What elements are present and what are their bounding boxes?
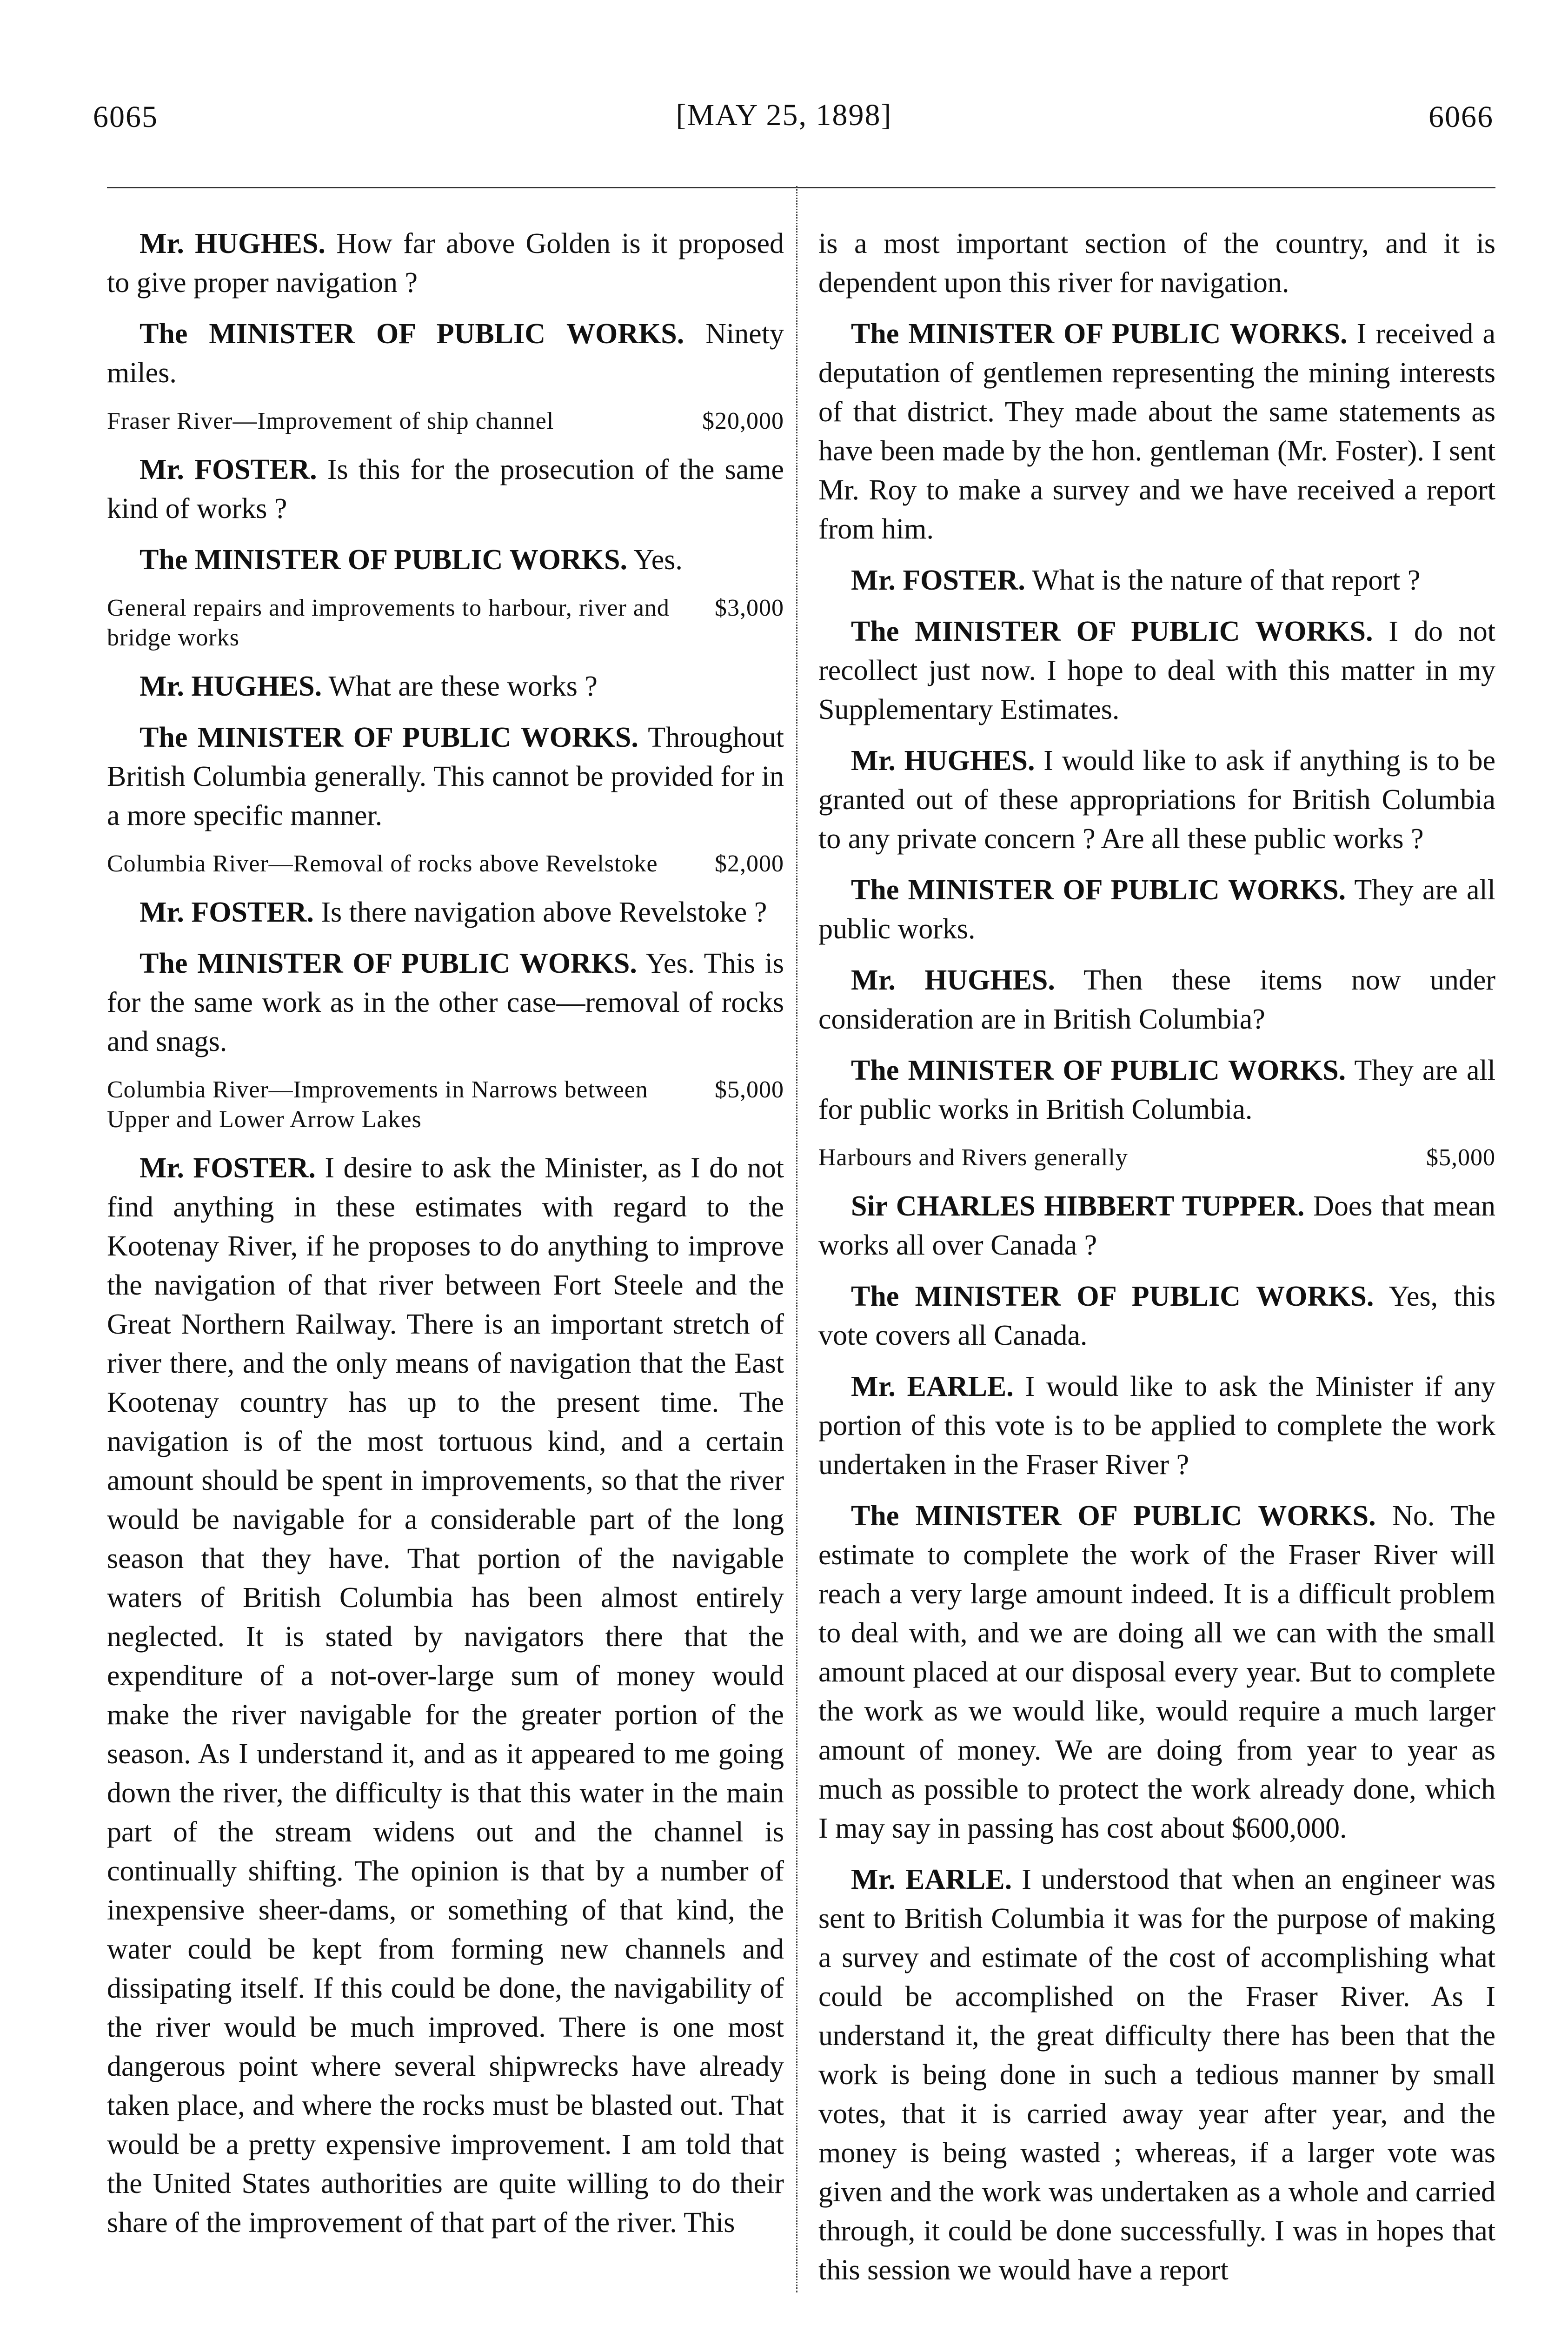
speech-text: Yes. [633,544,683,576]
speech-text: They are all for public works in British Columbia. [818,1055,1496,1125]
speech-paragraph [818,961,1495,1039]
estimate-item-description: General repairs and improvements to harbour, river and bridge works [107,595,670,651]
speech-paragraph [107,718,784,835]
speaker-name: Mr. HUGHES. [851,964,1055,996]
estimate-item-line [107,1075,784,1135]
estimate-item [107,849,784,879]
estimate-item [107,593,784,653]
speech-text: What is the nature of that report ? [1032,565,1421,596]
speech-text: I understood that when an engineer was sent to British Columbia it was for the purpose of making a survey and estimate of the cost of accomplishing what could be accomplished on the Fraser River. As I understand it, the great difficulty there has been that the work is being done in such a tedious manner by small votes, that it is carried away year after year, and the money is being wasted ; whereas, if a larger vote was given and the work was undertaken as a whole and carried through, it could be done successfully. I was in hopes that this session we would have a report [818,1864,1495,2286]
speech-paragraph [818,1496,1495,1848]
speaker-name: Sir CHARLES HIBBERT TUPPER. [851,1190,1305,1222]
estimate-item [107,406,784,436]
speech-text: is a most important section of the country, and it is dependent upon this river for navigation. [818,228,1495,299]
speech-paragraph [818,1367,1495,1484]
speaker-name: Mr. HUGHES. [140,228,326,259]
speech-text: Yes. This is for the same work as in the other case—removal of rocks and snags. [107,948,784,1057]
speaker-name: The MINISTER OF PUBLIC WORKS. [851,1281,1374,1312]
speaker-name: The MINISTER OF PUBLIC WORKS. [851,318,1348,350]
speech-paragraph [107,893,784,932]
estimate-item-description: Columbia River—Removal of rocks above Revelstoke [107,850,658,877]
speaker-name: The MINISTER OF PUBLIC WORKS. [851,1055,1346,1086]
speaker-name: The MINISTER OF PUBLIC WORKS. [851,874,1346,906]
speech-paragraph [107,450,784,528]
estimate-item-amount: $20,000 [702,408,784,434]
right-column [818,224,1495,2302]
speaker-name: The MINISTER OF PUBLIC WORKS. [140,722,638,753]
estimate-item-amount: $3,000 [715,595,784,621]
speech-paragraph [107,667,784,706]
speech-paragraph [818,561,1495,600]
right-page-number: 6066 [1428,100,1494,134]
speaker-name: Mr. HUGHES. [851,745,1035,777]
speaker-name: The MINISTER OF PUBLIC WORKS. [140,948,637,979]
speaker-name: Mr. EARLE. [851,1371,1014,1402]
continued-paragraph [818,224,1495,302]
estimate-item-line [107,406,784,436]
estimate-item-description: Fraser River—Improvement of ship channel [107,408,554,434]
speaker-name: Mr. FOSTER. [140,897,314,928]
speech-text: I received a deputation of gentlemen representing the mining interests of that district. They made about the same statements as have been made by the hon. gentleman (Mr. Foster). I sent Mr. Roy to make a survey and we have received a report from him. [818,318,1495,545]
speech-paragraph [107,540,784,579]
speech-text: What are these works ? [328,671,598,702]
speech-text: They are all public works. [818,874,1496,945]
speaker-name: The MINISTER OF PUBLIC WORKS. [140,318,684,350]
speech-text: Is there navigation above Revelstoke ? [321,897,767,928]
speech-text: I would like to ask if anything is to be granted out of these appropriations for British Columbia to any private concern ? Are all these public works ? [818,745,1495,855]
column-divider [796,186,797,2292]
session-date: [MAY 25, 1898] [676,98,892,132]
speaker-name: Mr. FOSTER. [140,1152,316,1184]
speech-text: Throughout British Columbia generally. This cannot be provided for in a more specific manner. [107,722,784,831]
speech-text: Then these items now under consideration are in British Columbia? [818,964,1495,1035]
speaker-name: Mr. HUGHES. [140,671,322,702]
speaker-name: The MINISTER OF PUBLIC WORKS. [851,1500,1376,1532]
header-rule [107,187,1495,188]
speech-paragraph [107,224,784,302]
speaker-name: Mr. EARLE. [851,1864,1012,1895]
speaker-name: Mr. FOSTER. [851,565,1025,596]
speaker-name: The MINISTER OF PUBLIC WORKS. [140,544,628,576]
estimate-item-description: Columbia River—Improvements in Narrows between Upper and Lower Arrow Lakes [107,1076,648,1133]
speech-text: How far above Golden is it proposed to give proper navigation ? [107,228,784,299]
left-page-number: 6065 [93,100,158,134]
estimate-item-description: Harbours and Rivers generally [818,1144,1128,1171]
speech-paragraph [107,944,784,1061]
speaker-name: The MINISTER OF PUBLIC WORKS. [851,616,1373,647]
speech-paragraph [818,612,1495,729]
speech-paragraph [818,741,1495,858]
speech-paragraph [818,1187,1495,1265]
estimate-item [818,1143,1495,1173]
estimate-item-line [107,593,784,653]
speech-text: Yes, this vote covers all Canada. [818,1281,1495,1351]
speech-text: I do not recollect just now. I hope to deal with this matter in my Supplementary Estimates. [818,616,1495,725]
speech-paragraph [818,314,1495,549]
speech-paragraph [818,1860,1495,2290]
left-column [107,224,784,2254]
estimate-item-line [107,849,784,879]
speech-text: I desire to ask the Minister, as I do not find anything in these estimates with regard to the Kootenay River, if he proposes to do anything to improve the navigation of that river between Fort Steele and the Great Northern Railway. There is an important stretch of river there, and the only means of navigation that the East Kootenay country has up to the present time. The navigation is of the most tortuous kind, and a certain amount should be spent in improvements, so that the river would be navigable for a considerable part of the long season that they have. That portion of the navigable waters of British Columbia has been almost entirely neglected. It is stated by navigators there that the expenditure of a not-over-large sum of money would make the river navigable for the greater portion of the season. As I understand it, and as it appeared to me going down the river, the difficulty is that this water in the main part of the stream widens out and the channel is continually shifting. The opinion is that by a number of inexpensive sheer-dams, or something of that kind, the water could be kept from forming new channels and dissipating itself. If this could be done, the navigability of the river would be much improved. There is one most dangerous point where several shipwrecks have already taken place, and where the rocks must be blasted out. That would be a pretty expensive improvement. I am told that the United States authorities are quite willing to do their share of the improvement of that part of the river. This [107,1152,784,2239]
speech-text: Ninety miles. [107,318,784,389]
estimate-item-line [818,1143,1495,1173]
speech-paragraph [818,1051,1495,1129]
speech-text: Does that mean works all over Canada ? [818,1190,1496,1261]
estimate-item-amount: $5,000 [715,1076,784,1103]
speech-paragraph [818,870,1495,949]
speech-text: Is this for the prosecution of the same kind of works ? [107,454,784,525]
estimate-item-amount: $5,000 [1426,1144,1495,1171]
speech-text: No. The estimate to complete the work of the Fraser River will reach a very large amount indeed. It is a difficult problem to deal with, and we are doing all we can with the small amount placed at our disposal every year. But to complete the work as we would like, would require a much larger amount of money. We are doing from year to year as much as possible to protect the work already done, which I may say in passing has cost about $600,000. [818,1500,1495,1844]
speaker-name: Mr. FOSTER. [140,454,317,485]
speech-paragraph [107,314,784,392]
estimate-item-amount: $2,000 [715,850,784,877]
speech-paragraph [818,1277,1495,1355]
speech-paragraph [107,1149,784,2242]
estimate-item [107,1075,784,1135]
speech-text: I would like to ask the Minister if any portion of this vote is to be applied to complete the work undertaken in the Fraser River ? [818,1371,1495,1481]
